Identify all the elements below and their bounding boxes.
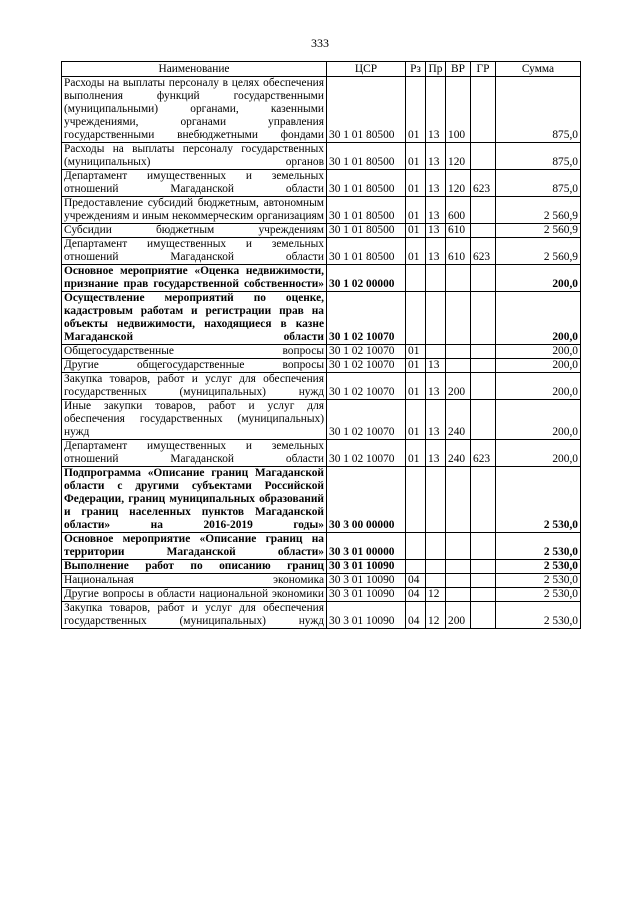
cell-vr [446,265,471,292]
cell-vr: 120 [446,170,471,197]
header-rz: Рз [406,62,426,77]
cell-sum: 200,0 [496,359,581,373]
table-row [62,197,581,224]
cell-csr: 30 3 00 00000 [327,467,406,533]
cell-csr: 30 3 01 10090 [327,574,406,588]
cell-name: Выполнение работ по описанию границ [62,560,327,574]
table-row [62,574,581,588]
header-name: Наименование [62,62,327,77]
cell-pr: 12 [426,602,446,629]
table-row [62,602,581,629]
cell-gr [471,373,496,400]
cell-name: Расходы на выплаты персоналу в целях обеспечения выполнения функций государственными (муниципальными) органами, казенными учреждениями, органами управления государственными внебюджетными фондами [62,77,327,143]
table-row [62,400,581,440]
cell-name: Основное мероприятие «Оценка недвижимости, признание прав государственной собственности» [62,265,327,292]
cell-rz: 01 [406,143,426,170]
budget-table [61,61,581,629]
cell-name: Субсидии бюджетным учреждениям [62,224,327,238]
cell-vr: 610 [446,238,471,265]
cell-sum: 875,0 [496,170,581,197]
cell-rz: 01 [406,170,426,197]
cell-rz: 01 [406,359,426,373]
cell-vr: 100 [446,77,471,143]
cell-vr: 200 [446,602,471,629]
table-row [62,588,581,602]
cell-pr: 13 [426,238,446,265]
cell-pr: 13 [426,77,446,143]
cell-rz: 01 [406,440,426,467]
cell-vr [446,533,471,560]
cell-rz [406,533,426,560]
cell-pr [426,265,446,292]
cell-vr: 240 [446,400,471,440]
cell-sum: 2 560,9 [496,224,581,238]
cell-csr: 30 1 02 10070 [327,400,406,440]
cell-gr: 623 [471,238,496,265]
cell-csr: 30 3 01 00000 [327,533,406,560]
cell-gr [471,359,496,373]
cell-csr: 30 3 01 10090 [327,588,406,602]
cell-rz [406,560,426,574]
cell-gr [471,588,496,602]
header-vr: ВР [446,62,471,77]
cell-csr: 30 1 01 80500 [327,238,406,265]
cell-vr: 600 [446,197,471,224]
cell-vr [446,467,471,533]
table-row [62,440,581,467]
cell-sum: 2 560,9 [496,238,581,265]
cell-rz: 01 [406,77,426,143]
cell-name: Закупка товаров, работ и услуг для обеспечения государственных (муниципальных) нужд [62,602,327,629]
table-row [62,560,581,574]
cell-csr: 30 1 01 80500 [327,197,406,224]
cell-pr [426,292,446,345]
cell-sum: 2 530,0 [496,588,581,602]
cell-pr [426,345,446,359]
cell-vr: 610 [446,224,471,238]
cell-rz: 01 [406,345,426,359]
cell-sum: 2 530,0 [496,574,581,588]
cell-name: Закупка товаров, работ и услуг для обеспечения государственных (муниципальных) нужд [62,373,327,400]
cell-csr: 30 1 02 10070 [327,440,406,467]
table-body [62,77,581,629]
cell-name: Департамент имущественных и земельных отношений Магаданской области [62,238,327,265]
cell-rz: 04 [406,574,426,588]
cell-pr [426,574,446,588]
cell-name: Предоставление субсидий бюджетным, автономным учреждениям и иным некоммерческим организациям [62,197,327,224]
cell-sum: 200,0 [496,345,581,359]
cell-vr [446,588,471,602]
table-row [62,373,581,400]
cell-name: Национальная экономика [62,574,327,588]
cell-rz: 01 [406,238,426,265]
cell-vr [446,359,471,373]
cell-name: Расходы на выплаты персоналу государственных (муниципальных) органов [62,143,327,170]
cell-name: Осуществление мероприятий по оценке, кадастровым работам и регистрации прав на объекты недвижимости, находящиеся в казне Магаданской области [62,292,327,345]
cell-csr: 30 1 01 80500 [327,224,406,238]
header-csr: ЦСР [327,62,406,77]
cell-sum: 2 530,0 [496,533,581,560]
cell-rz: 04 [406,602,426,629]
cell-csr: 30 1 02 10070 [327,359,406,373]
cell-pr: 13 [426,197,446,224]
cell-pr: 13 [426,400,446,440]
cell-rz: 01 [406,197,426,224]
cell-vr [446,574,471,588]
cell-vr [446,560,471,574]
cell-sum: 2 530,0 [496,467,581,533]
cell-pr [426,533,446,560]
table-row [62,143,581,170]
cell-rz: 01 [406,373,426,400]
header-pr: Пр [426,62,446,77]
cell-gr [471,533,496,560]
cell-gr [471,467,496,533]
cell-pr: 13 [426,143,446,170]
table-row [62,467,581,533]
cell-gr [471,574,496,588]
cell-name: Подпрограмма «Описание границ Магаданской области с другими субъектами Российской Федерации, границ муниципальных образований и границ населенных пунктов Магаданской области» на 2016-2019 годы» [62,467,327,533]
cell-gr [471,77,496,143]
cell-pr [426,560,446,574]
cell-gr [471,265,496,292]
table-row [62,77,581,143]
cell-rz [406,467,426,533]
cell-sum: 200,0 [496,292,581,345]
cell-vr: 200 [446,373,471,400]
header-sum: Сумма [496,62,581,77]
cell-sum: 875,0 [496,77,581,143]
cell-rz: 01 [406,400,426,440]
cell-name: Общегосударственные вопросы [62,345,327,359]
table-row [62,292,581,345]
cell-name: Основное мероприятие «Описание границ на территории Магаданской области» [62,533,327,560]
cell-sum: 875,0 [496,143,581,170]
header-gr: ГР [471,62,496,77]
cell-vr: 240 [446,440,471,467]
cell-gr [471,197,496,224]
cell-csr: 30 1 02 00000 [327,265,406,292]
cell-rz [406,265,426,292]
cell-vr [446,292,471,345]
cell-pr: 13 [426,359,446,373]
cell-csr: 30 1 02 10070 [327,292,406,345]
table-header-row [62,62,581,77]
cell-csr: 30 3 01 10090 [327,602,406,629]
cell-sum: 2 530,0 [496,560,581,574]
table-row [62,359,581,373]
cell-pr: 13 [426,373,446,400]
table-row [62,238,581,265]
cell-csr: 30 1 01 80500 [327,170,406,197]
cell-csr: 30 1 02 10070 [327,345,406,359]
cell-vr: 120 [446,143,471,170]
table-row [62,265,581,292]
cell-gr [471,602,496,629]
cell-gr: 623 [471,440,496,467]
cell-rz: 04 [406,588,426,602]
cell-name: Другие общегосударственные вопросы [62,359,327,373]
cell-csr: 30 1 01 80500 [327,77,406,143]
cell-gr: 623 [471,170,496,197]
cell-rz [406,292,426,345]
cell-gr [471,345,496,359]
cell-pr: 13 [426,440,446,467]
cell-name: Иные закупки товаров, работ и услуг для обеспечения государственных (муниципальных) нужд [62,400,327,440]
cell-sum: 2 560,9 [496,197,581,224]
cell-csr: 30 1 01 80500 [327,143,406,170]
cell-gr [471,292,496,345]
cell-vr [446,345,471,359]
cell-sum: 200,0 [496,373,581,400]
cell-csr: 30 1 02 10070 [327,373,406,400]
cell-gr [471,560,496,574]
page-number: 333 [311,36,329,50]
cell-pr [426,467,446,533]
cell-name: Департамент имущественных и земельных отношений Магаданской области [62,170,327,197]
cell-gr [471,400,496,440]
cell-sum: 200,0 [496,400,581,440]
table-row [62,224,581,238]
cell-gr [471,143,496,170]
cell-sum: 2 530,0 [496,602,581,629]
cell-csr: 30 3 01 10090 [327,560,406,574]
cell-rz: 01 [406,224,426,238]
cell-pr: 13 [426,170,446,197]
cell-name: Департамент имущественных и земельных отношений Магаданской области [62,440,327,467]
table-row [62,533,581,560]
cell-name: Другие вопросы в области национальной экономики [62,588,327,602]
cell-sum: 200,0 [496,440,581,467]
cell-pr: 12 [426,588,446,602]
cell-gr [471,224,496,238]
table-row [62,170,581,197]
cell-pr: 13 [426,224,446,238]
cell-sum: 200,0 [496,265,581,292]
table-row [62,345,581,359]
